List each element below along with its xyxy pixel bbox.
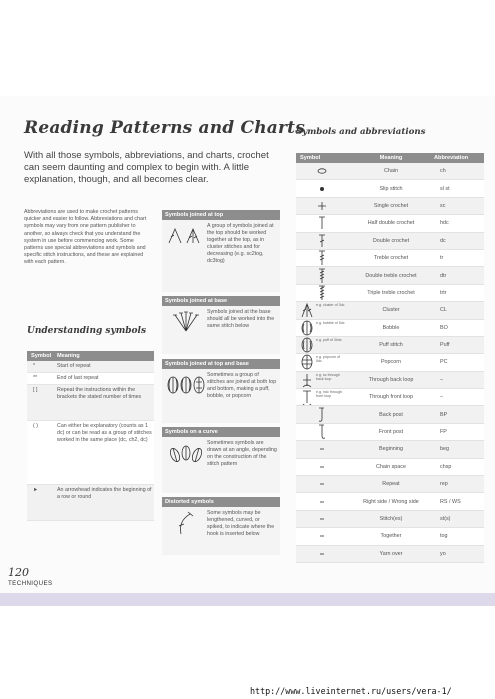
meaning: Slip stitch <box>379 185 403 192</box>
meaning: Right side / Wrong side <box>363 498 419 505</box>
example-note: e.g. cluster of 3dc <box>316 303 345 308</box>
joined-top-symbols-icon <box>165 223 207 249</box>
abbreviation: – <box>440 394 443 401</box>
box-joined-top: Symbols joined at top A group of symbols joined at the top should be worked together at the top, as in cluster stitches and for decreasing (e.g. sc2tog, dc3tog) <box>162 210 280 292</box>
meaning: Double treble crochet <box>365 272 417 279</box>
abbreviation: tr <box>440 255 444 262</box>
dash-icon <box>312 459 332 475</box>
dash-icon <box>312 546 332 562</box>
abbreviation: tog <box>440 533 448 540</box>
table-row <box>296 372 484 389</box>
meaning: Repeat <box>382 481 400 488</box>
meaning: Popcorn <box>380 359 402 366</box>
slip-stitch-icon <box>312 181 332 197</box>
example-note: e.g. puff of 3hdc <box>316 338 342 343</box>
chain-icon <box>312 163 332 179</box>
table-row <box>296 215 484 232</box>
table-row: ** End of last repeat <box>27 373 154 385</box>
table-header: Symbol Meaning <box>27 351 154 361</box>
abbreviation: ch <box>440 168 446 175</box>
table-row <box>296 528 484 545</box>
table-row: ► An arrowhead indicates the beginning of a row or round <box>27 485 154 521</box>
abbreviation: yo <box>440 550 446 557</box>
table-row <box>296 337 484 354</box>
meaning: Half double crochet <box>367 220 415 227</box>
abbreviation: BO <box>440 324 448 331</box>
abbreviation: RS / WS <box>440 498 461 505</box>
table-row <box>296 354 484 371</box>
abbreviations-table <box>296 153 484 563</box>
meaning: Together <box>380 533 402 540</box>
table-header: Symbol Meaning Abbreviation <box>296 153 484 163</box>
table-body <box>27 361 154 521</box>
table-row <box>296 511 484 528</box>
example-note: e.g. sc through back loop <box>316 372 340 381</box>
half-double-crochet-icon <box>312 215 332 231</box>
dash-icon <box>312 494 332 510</box>
back-post-icon <box>312 407 332 423</box>
example-note: e.g. hdc through front loop <box>316 390 342 399</box>
table-row <box>296 406 484 423</box>
dash-icon <box>312 476 332 492</box>
table-body <box>296 163 484 563</box>
meaning: Chain <box>383 168 399 175</box>
dash-icon <box>312 511 332 527</box>
box-symbols-on-curve: Symbols on a curve Sometimes symbols are drawn at an angle, depending on the construction of the stitch pattern <box>162 427 280 493</box>
page-number: 120 <box>8 566 29 579</box>
meaning: Through front loop <box>368 394 414 401</box>
front-post-icon <box>312 424 332 440</box>
example-note: e.g. popcorn of 5dc <box>316 355 340 364</box>
double-crochet-icon <box>312 233 332 249</box>
abbreviation: st(s) <box>440 516 451 522</box>
meaning: Chain space <box>376 463 406 470</box>
table-row: ( ) Can either be explanatory (counts as 1 dc) or can be read as a group of stitches worked in the same place (dc, ch2, dc) <box>27 421 154 485</box>
meaning: Double crochet <box>372 237 410 244</box>
meaning: Triple treble crochet <box>367 289 415 296</box>
section-label: TECHNIQUES <box>8 580 53 587</box>
meaning: Yarn over <box>379 550 403 557</box>
abbreviation: FP <box>440 429 447 436</box>
abbreviation: trtr <box>440 289 447 296</box>
meaning: Beginning <box>379 446 403 453</box>
single-crochet-icon <box>312 198 332 214</box>
abbreviation: – <box>440 376 443 383</box>
footer-strip <box>0 593 495 606</box>
double-treble-icon <box>312 268 332 284</box>
abbreviation: rep <box>440 481 448 488</box>
table-row <box>296 302 484 319</box>
page-title: Reading Patterns and Charts <box>24 118 306 138</box>
table-row <box>296 424 484 441</box>
table-row <box>296 441 484 458</box>
table-row <box>296 320 484 337</box>
abbreviation: dtr <box>440 272 447 279</box>
treble-crochet-icon <box>312 250 332 266</box>
curved-symbols-icon <box>165 440 207 466</box>
abbreviation: Puff <box>440 342 450 349</box>
table-row: * Start of repeat <box>27 361 154 373</box>
joined-base-symbols-icon <box>165 309 207 335</box>
puff-bobble-popcorn-icon <box>165 372 207 398</box>
meaning: Back post <box>379 411 403 418</box>
abbreviation: beg <box>440 446 449 453</box>
intro-paragraph: With all those symbols, abbreviations, and charts, crochet can seem daunting and complex to begin with. A little explanation, though, and all becomes clear. <box>24 150 269 186</box>
table-row <box>296 250 484 267</box>
abbreviation: hdc <box>440 220 449 227</box>
meaning: Treble crochet <box>373 255 409 262</box>
meaning: Single crochet <box>373 202 409 209</box>
understanding-symbols-table <box>27 351 154 521</box>
meaning: Front post <box>378 429 404 436</box>
table-row <box>296 389 484 406</box>
table-row <box>296 285 484 302</box>
table-row <box>296 198 484 215</box>
table-row <box>296 163 484 180</box>
table-row <box>296 476 484 493</box>
triple-treble-icon <box>312 285 332 301</box>
dash-icon <box>312 441 332 457</box>
abbreviation: BP <box>440 411 448 418</box>
meaning: Stitch(es) <box>379 516 403 522</box>
box-joined-base: Symbols joined at base Symbols joined at the base should all be worked into the same stitch below <box>162 296 280 354</box>
box-distorted-symbols: Distorted symbols Some symbols may be lengthened, curved, or spiked, to indicate where the hook is inserted below <box>162 497 280 555</box>
meaning: Puff stitch <box>379 342 403 349</box>
abbreviation: CL <box>440 307 447 314</box>
table-row: [ ] Repeat the instructions within the brackets the stated number of times <box>27 385 154 421</box>
table-row <box>296 493 484 510</box>
table-row <box>296 267 484 284</box>
table-row <box>296 546 484 563</box>
meaning: Bobble <box>382 324 400 331</box>
abbreviation: chsp <box>440 463 452 470</box>
dash-icon <box>312 528 332 544</box>
table-row <box>296 233 484 250</box>
abbreviation: PC <box>440 359 448 366</box>
meaning: Cluster <box>382 307 400 314</box>
understanding-symbols-heading: Understanding symbols <box>27 326 147 336</box>
box-joined-top-base: Symbols joined at top and base Sometimes a group of stitches are joined at both top and bottom, making a puff, bobble, or popcorn <box>162 359 280 423</box>
abbreviation: dc <box>440 237 446 244</box>
watermark-url: http://www.liveinternet.ru/users/vera-1/ <box>250 686 452 696</box>
symbols-abbreviations-heading: Symbols and abbreviations <box>296 127 426 137</box>
meaning: Through back loop <box>368 376 414 383</box>
table-row <box>296 180 484 197</box>
abbreviation: sc <box>440 202 446 209</box>
example-note: e.g. bobble of 5dc <box>316 320 345 325</box>
table-row <box>296 459 484 476</box>
distorted-symbol-icon <box>165 510 207 536</box>
abbreviation: sl st <box>440 185 450 192</box>
abbreviations-paragraph: Abbreviations are used to make crochet patterns quicker and easier to follow. Abbreviations and chart symbols may vary from one pattern publisher to another, so always check that you understand the system in use before commencing work. Some patterns use special abbreviations and symbols and specific stitch instructions, and these are explained with each pattern. <box>24 209 147 266</box>
